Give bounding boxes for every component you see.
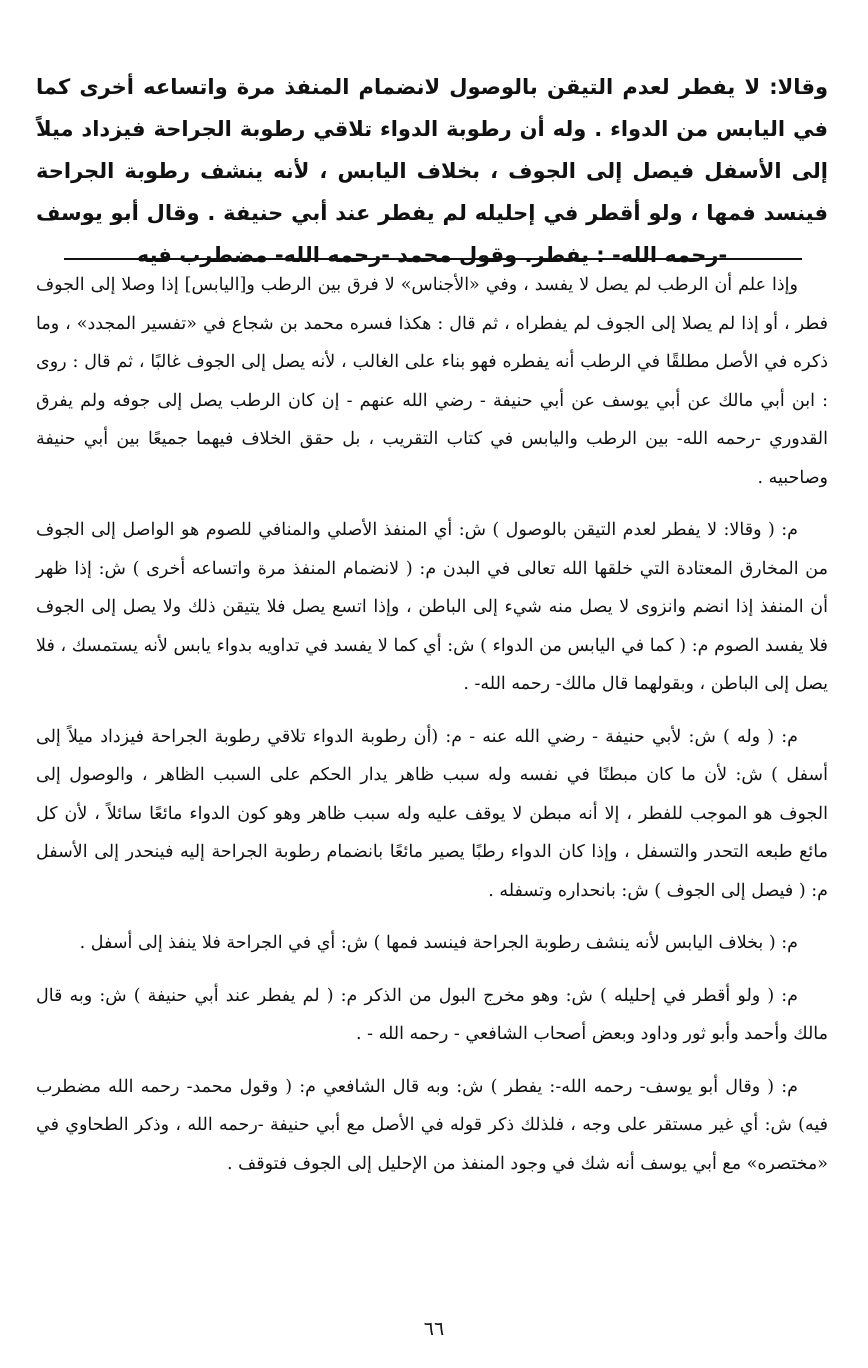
commentary-paragraph-6: م: ( وقال أبو يوسف- رحمه الله-: يفطر ) ش: وبه قال الشافعي م: ( وقول محمد- رحمه الله مضطرب فيه) ش: أي غير مستقر على وجه ، فلذلك ذكر قوله في الأصل مع أبي حنيفة -رحمه الله ، وذكر الطحاوي في «مختصره» مع أبي يوسف أنه شك في وجود المنفذ من الإحليل إلى الجوف فتوقف . [36, 1076, 828, 1174]
commentary-sharh [36, 266, 828, 1197]
page-number: ٦٦ [423, 1318, 445, 1340]
commentary-paragraph-3: م: ( وله ) ش: لأبي حنيفة - رضي الله عنه - م: (أن رطوبة الدواء تلاقي رطوبة الجراحة فيزداد ميلاً إلى أسفل ) ش: لأن ما كان مبطنًا في نفسه وله سبب ظاهر يدار الحكم على السبب الظاهر ، والوصول إلى الجوف هو الموجب للفطر ، إلا أنه مبطن لا يوقف عليه وله سبب ظاهر وهو كون الدواء مائعًا سائلاً ، لأن كل مائع طبعه التحدر والتسفل ، وإذا كان الدواء رطبًا يصير مائعًا بانضمام رطوبة الجراحة إليه فينحدر إلى الأسفل م: ( فيصل إلى الجوف ) ش: بانحداره وتسفله . [36, 726, 828, 901]
commentary-paragraph-4: م: ( بخلاف اليابس لأنه ينشف رطوبة الجراحة فينسد فمها ) ش: أي في الجراحة فلا ينفذ إلى أسفل . [79, 933, 798, 953]
commentary-paragraph-5: م: ( ولو أقطر في إحليله ) ش: وهو مخرج البول من الذكر م: ( لم يفطر عند أبي حنيفة ) ش: وبه قال مالك وأحمد وأبو ثور وداود وبعض أصحاب الشافعي - رحمه الله - . [36, 985, 828, 1044]
commentary-paragraph-2: م: ( وقالا: لا يفطر لعدم التيقن بالوصول ) ش: أي المنفذ الأصلي والمنافي للصوم هو الواصل إلى الجوف من المخارق المعتادة التي خلقها الله تعالى في البدن م: ( لانضمام المنفذ مرة واتساعه أخرى ) ش: إذا ظهر أن المنفذ إذا انضم وانزوى لا يصل منه شيء إلى الباطن ، وإذا اتسع يصل فلا يتيقن ذلك ولا يصل إلى الجوف فلا يفسد الصوم م: ( كما في اليابس من الدواء ) ش: أي كما لا يفسد في تداويه بدواء يابس لأنه يستمسك ، فلا يصل إلى الباطن ، وبقولهما قال مالك- رحمه الله- . [36, 520, 828, 694]
commentary-paragraph-1: وإذا علم أن الرطب لم يصل لا يفسد ، وفي «الأجناس» لا فرق بين الرطب و[اليابس] إذا وصلا إلى الجوف فطر ، أو إذا لم يصلا إلى الجوف لم يفطراه ، ثم قال : هكذا فسره محمد بن شجاع في «تفسير المجدد» ، وما ذكره في الأصل مطلقًا في الرطب أنه يفطره فهو بناء على الغالب ، لأنه يصل إلى الجوف غالبًا ، ثم قال : روى : ابن أبي مالك عن أبي يوسف عن أبي حنيفة - رضي الله عنهم - إن كان الرطب يصل إلى جوفه ولم يفرق القدوري -رحمه الله- بين الرطب واليابس في كتاب التقريب ، بل حقق الخلاف فيهما جميعًا بين أبي حنيفة وصاحبيه . [36, 275, 828, 488]
section-divider [64, 258, 802, 260]
main-text-matn: وقالا: لا يفطر لعدم التيقن بالوصول لانضمام المنفذ مرة واتساعه أخرى كما في اليابس من الدواء . وله أن رطوبة الدواء تلاقي رطوبة الجراحة فيزداد ميلاً إلى الأسفل فيصل إلى الجوف ، بخلاف اليابس ، لأنه ينشف رطوبة الجراحة فينسد فمها ، ولو أقطر في إحليله لم يفطر عند أبي حنيفة . وقال أبو يوسف -رحمه الله- : يفطر. وقول محمد -رحمه الله- مضطرب فيه [36, 75, 828, 267]
